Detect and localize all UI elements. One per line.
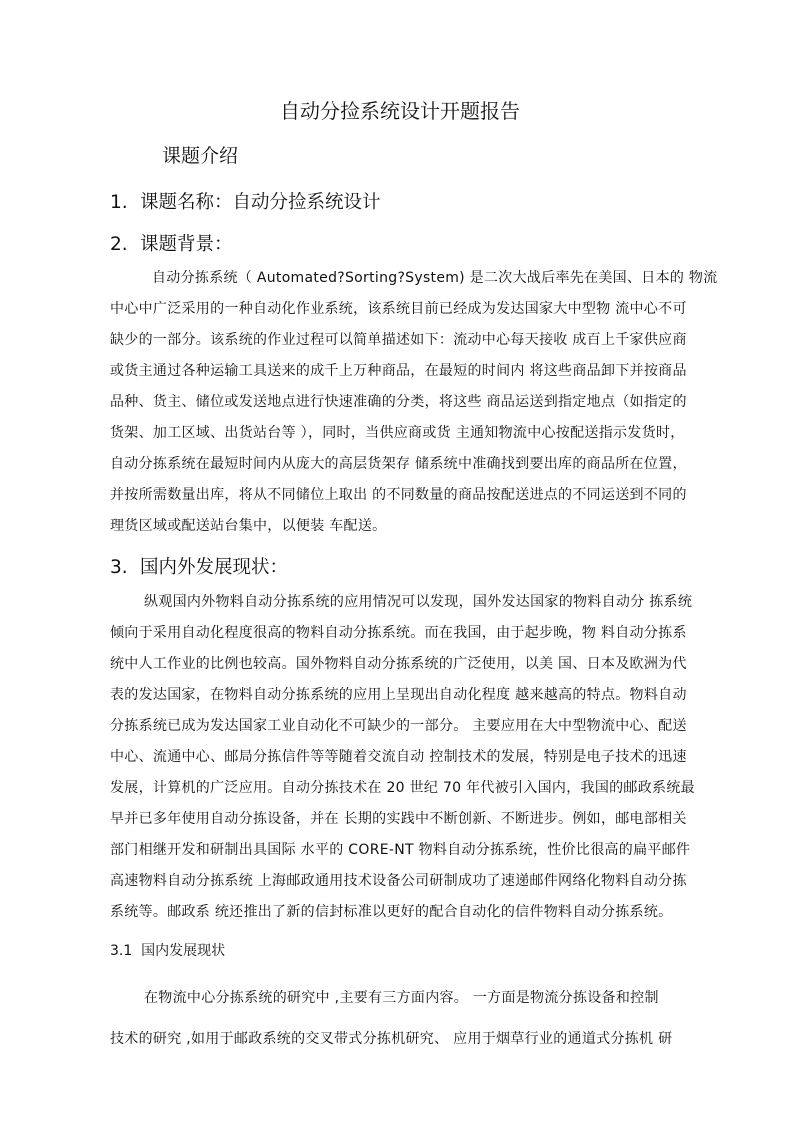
- paragraph-line: 高速物料自动分拣系统 上海邮政通用技术设备公司研制成功了速递邮件网络化物料自动分拣: [110, 873, 687, 889]
- paragraph-line: 技术的研究 ,如用于邮政系统的交叉带式分拣机研究、 应用于烟草行业的通道式分拣机 研: [110, 1031, 673, 1047]
- section-label: 课题背景：: [140, 234, 233, 255]
- section-heading: [110, 188, 381, 214]
- subsection-heading: [110, 940, 225, 960]
- paragraph-line: 中心、流通中心、邮局分拣信件等等随着交流自动 控制技术的发展，特别是电子技术的迅速: [110, 749, 687, 765]
- paragraph-line: 理货区域或配送站台集中，以便装 车配送。: [110, 518, 387, 534]
- paragraph-line: 部门相继开发和研制出具国际 水平的 CORE-NT 物料自动分拣系统，性价比很高的扁平邮件: [110, 842, 691, 858]
- subsection-label: 国内发展现状: [141, 943, 226, 959]
- paragraph-line: 货架、加工区域、出货站台等 ），同时，当供应商或货 主通知物流中心按配送指示发货时，: [110, 425, 685, 441]
- section-label: 国内外发展现状：: [140, 557, 289, 578]
- subsection-number: 3.1: [110, 943, 133, 959]
- paragraph-line: 倾向于采用自动化程度很高的物料自动分拣系统。而在我国，由于起步晚，物 料自动分拣系: [110, 625, 687, 641]
- paragraph-line: 系统等。邮政系 统还推出了新的信封标准以更好的配合自动化的信件物料自动分拣系统。: [110, 904, 673, 920]
- paragraph-line: 在物流中心分拣系统的研究中 ,主要有三方面内容。 一方面是物流分拣设备和控制: [144, 990, 659, 1006]
- paragraph-line: 中心中广泛采用的一种自动化作业系统，该系统目前已经成为发达国家大中型物 流中心不可: [110, 301, 687, 317]
- paragraph-line: 缺少的一部分。该系统的作业过程可以简单描述如下：流动中心每天接收 成百上千家供应商: [110, 332, 687, 348]
- paragraph-line: 或货主通过各种运输工具送来的成千上万种商品，在最短的时间内 将这些商品卸下并按商品: [110, 363, 687, 379]
- section-number: 2.: [110, 234, 128, 255]
- section-number: 3.: [110, 557, 128, 578]
- section-heading: [110, 553, 288, 579]
- section-label: 课题名称：自动分捡系统设计: [140, 192, 381, 213]
- paragraph-line: 表的发达国家，在物料自动分拣系统的应用上呈现出自动化程度 越来越高的特点。物料自动: [110, 687, 687, 703]
- paragraph-line: 统中人工作业的比例也较高。国外物料自动分拣系统的广泛使用，以美 国、日本及欧洲为代: [110, 656, 687, 672]
- intro-heading: 课题介绍: [162, 145, 239, 167]
- paragraph-line: 分拣系统已成为发达国家工业自动化不可缺少的一部分。 主要应用在大中型物流中心、配送: [110, 718, 687, 734]
- section-heading: [110, 230, 233, 256]
- paragraph-line: 自动分拣系统（ Automated?Sorting?System) 是二次大战后率先在美国、日本的 物流: [152, 270, 718, 286]
- paragraph-line: 发展，计算机的广泛应用。自动分拣技术在 20 世纪 70 年代被引入国内，我国的邮政系统最: [110, 780, 695, 796]
- section-number: 1.: [110, 192, 128, 213]
- page-title: 自动分捡系统设计开题报告: [280, 99, 520, 123]
- paragraph-line: 纵观国内外物料自动分拣系统的应用情况可以发现，国外发达国家的物料自动分 拣系统: [144, 594, 693, 610]
- paragraph-line: 并按所需数量出库，将从不同储位上取出 的不同数量的商品按配送进点的不同运送到不同的: [110, 487, 687, 503]
- paragraph-line: 自动分拣系统在最短时间内从庞大的高层货架存 储系统中准确找到要出库的商品所在位置，: [110, 456, 687, 472]
- paragraph-line: 品种、货主、储位或发送地点进行快速准确的分类，将这些 商品运送到指定地点（如指定的: [110, 394, 687, 410]
- paragraph-line: 早并已多年使用自动分拣设备，并在 长期的实践中不断创新、不断进步。例如，邮电部相关: [110, 811, 687, 827]
